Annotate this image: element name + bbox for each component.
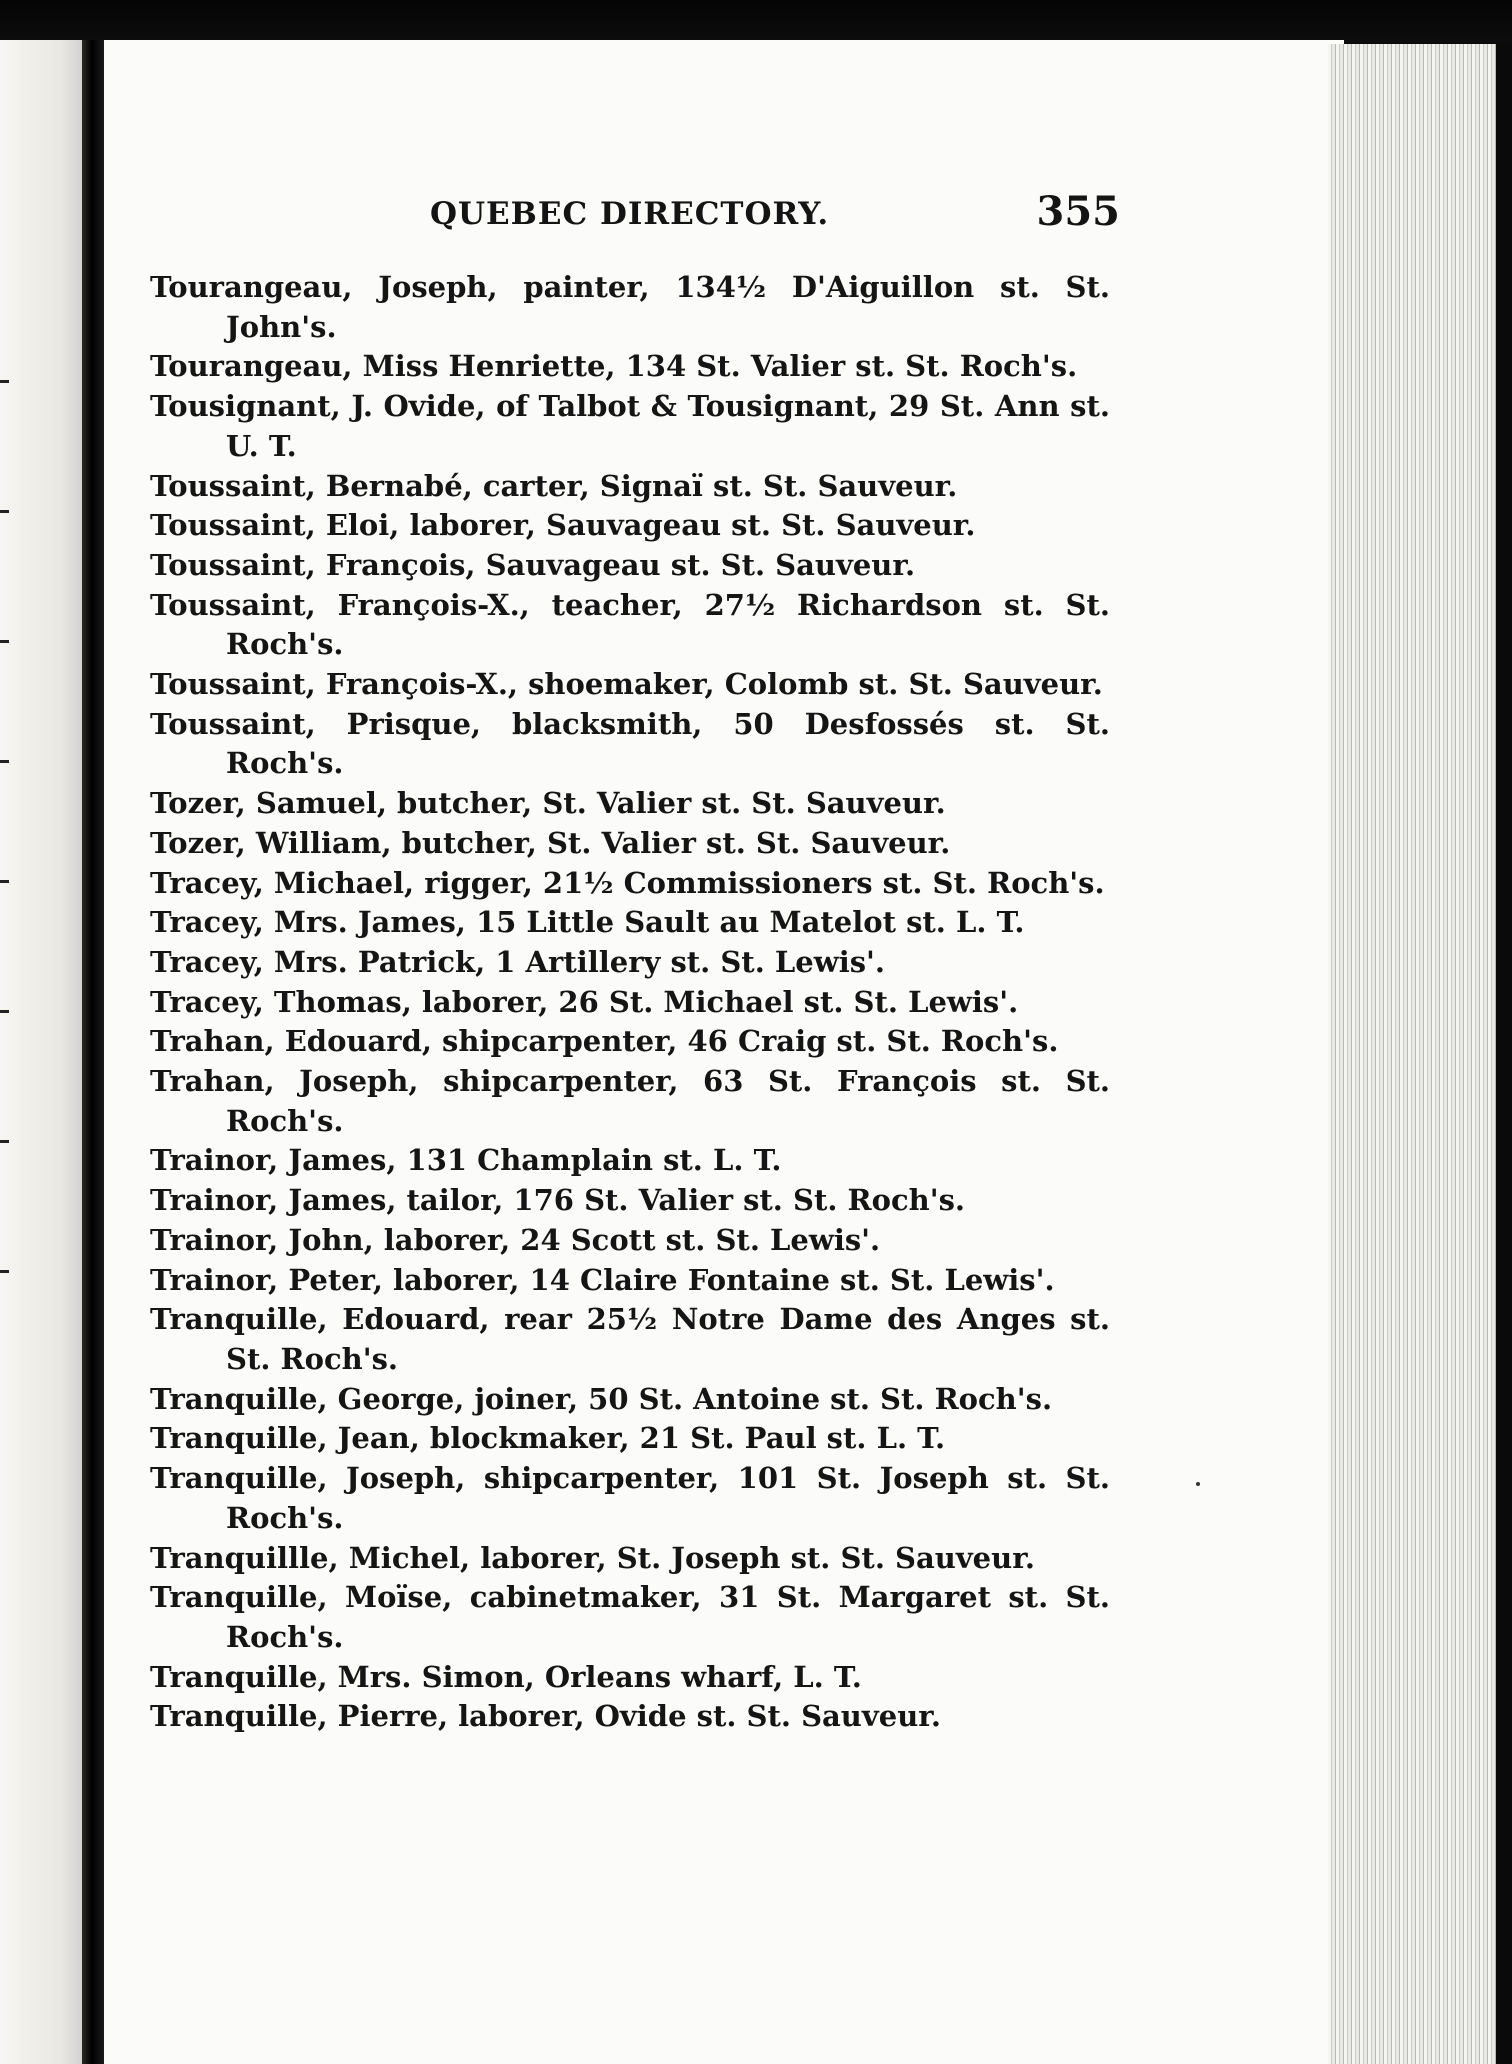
directory-entry: Tranquille, Moïse, cabinetmaker, 31 St. Margaret st. St. Roch's. [150,1580,1110,1654]
directory-entry: Toussaint, Prisque, blacksmith, 50 Desfossés st. St. Roch's. [150,706,1110,781]
directory-entry: Trainor, James, tailor, 176 St. Valier st. St. Roch's. [150,1183,966,1218]
directory-entry: Tracey, Mrs. James, 15 Little Sault au Matelot st. L. T. [150,905,1025,940]
directory-entry: Tranquille, Edouard, rear 25½ Notre Dame des Anges st. St. Roch's. [150,1302,1110,1376]
directory-entry: Toussaint, François, Sauvageau st. St. Sauveur. [150,547,916,582]
page-header [430,188,1120,244]
directory-entry: Toussaint, François-X., shoemaker, Colomb st. St. Sauveur. [150,667,1103,702]
previous-page-mark [0,510,9,513]
page-number: 355 [1036,188,1120,235]
directory-entry: Tranquille, George, joiner, 50 St. Antoine st. St. Roch's. [150,1381,1053,1416]
directory-entry: Tranquille, Joseph, shipcarpenter, 101 St. Joseph st. St. Roch's. [150,1461,1110,1535]
directory-entry: Tozer, Samuel, butcher, St. Valier st. St. Sauveur. [150,786,946,821]
directory-entry: Tourangeau, Miss Henriette, 134 St. Valier st. St. Roch's. [150,349,1078,384]
directory-entry: Tozer, William, butcher, St. Valier st. St. Sauveur. [150,825,951,860]
directory-entry: Trainor, James, 131 Champlain st. L. T. [150,1143,782,1178]
directory-entry: Tranquille, Jean, blockmaker, 21 St. Paul st. L. T. [150,1421,946,1456]
running-head: QUEBEC DIRECTORY. [430,196,830,232]
page-stack-edge [1328,44,1512,2064]
previous-page-mark [0,1010,9,1013]
previous-page-mark [0,640,9,643]
directory-entry: Trainor, John, laborer, 24 Scott st. St. Lewis'. [150,1222,881,1257]
directory-entry: Tracey, Thomas, laborer, 26 St. Michael st. St. Lewis'. [150,984,1019,1019]
directory-entry: Tracey, Michael, rigger, 21½ Commissioners st. St. Roch's. [150,865,1105,900]
directory-entry: Toussaint, Bernabé, carter, Signaï st. St. Sauveur. [150,468,958,503]
directory-entry: Tranquillle, Michel, laborer, St. Joseph st. St. Sauveur. [150,1540,1035,1575]
previous-page-mark [0,1270,9,1273]
directory-entry: Trahan, Joseph, shipcarpenter, 63 St. François st. St. Roch's. [150,1064,1110,1138]
directory-entry: Toussaint, François-X., teacher, 27½ Richardson st. St. Roch's. [150,587,1110,662]
previous-page-mark [0,880,9,883]
directory-entry: Trahan, Edouard, shipcarpenter, 46 Craig st. St. Roch's. [150,1024,1059,1059]
directory-entry: Tourangeau, Joseph, painter, 134½ D'Aiguillon st. St. John's. [150,270,1110,344]
directory-entry: Tousignant, J. Ovide, of Talbot & Tousignant, 29 St. Ann st. U. T. [150,389,1110,463]
directory-entries [150,268,1110,1737]
previous-page-mark [0,380,9,383]
directory-entry: Tracey, Mrs. Patrick, 1 Artillery st. St. Lewis'. [150,944,886,979]
previous-page-mark [0,760,9,763]
directory-entry: Trainor, Peter, laborer, 14 Claire Fontaine st. St. Lewis'. [150,1262,1055,1297]
previous-page-mark [0,1140,9,1143]
previous-page-edge [0,40,86,2064]
book-gutter [82,40,104,2064]
directory-entry: Tranquille, Mrs. Simon, Orleans wharf, L. T. [150,1659,862,1694]
directory-entry: Toussaint, Eloi, laborer, Sauvageau st. St. Sauveur. [150,508,976,543]
directory-entry: Tranquille, Pierre, laborer, Ovide st. St. Sauveur. [150,1699,941,1734]
ink-speck [1196,1482,1200,1486]
